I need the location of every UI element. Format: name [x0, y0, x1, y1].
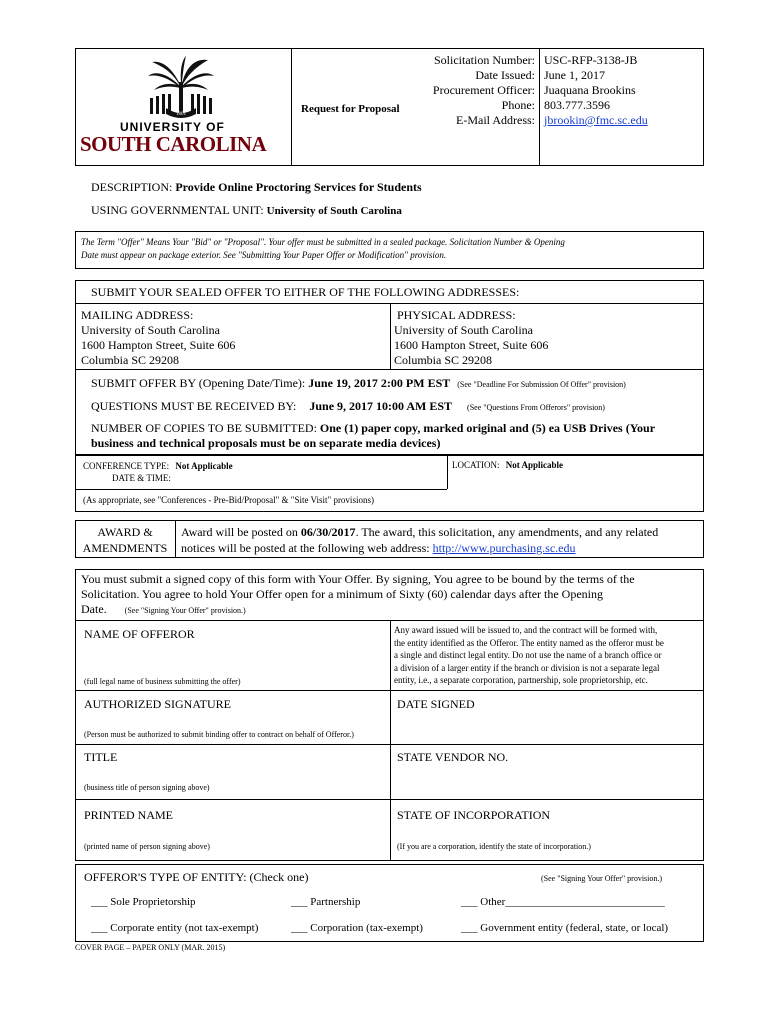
entity-government[interactable]: ___ Government entity (federal, state, or local): [461, 922, 669, 934]
procurement-officer: Juaquana Brookins: [544, 83, 636, 97]
authorized-signature-note: (Person must be authorized to submit binding offer to contract on behalf of Offeror.): [84, 730, 354, 739]
award-entity-note: [394, 624, 664, 687]
conference-divider: [447, 455, 448, 489]
printed-name-field[interactable]: PRINTED NAME: [84, 808, 173, 822]
mailing-line3: Columbia SC 29208: [81, 353, 180, 367]
rfp-title: Request for Proposal: [301, 103, 400, 115]
sign-notice-line3: Date.: [81, 602, 107, 616]
submit-heading: SUBMIT YOUR SEALED OFFER TO EITHER OF THE FOLLOWING ADDRESSES:: [91, 285, 520, 299]
copies-row: [91, 421, 655, 451]
mailing-label: MAILING ADDRESS:: [81, 308, 194, 322]
label-solicitation-number: Solicitation Number:: [434, 53, 535, 67]
usc-logo: [80, 52, 285, 160]
entity-sole-proprietorship[interactable]: ___ Sole Proprietorship: [91, 896, 196, 908]
conference-note: (As appropriate, see "Conferences - Pre-Bid/Proposal" & "Site Visit" provisions): [83, 495, 374, 505]
physical-line3: Columbia SC 29208: [394, 353, 493, 367]
copies-value-2: business and technical proposals must be on separate media devices): [91, 436, 441, 450]
conference-datetime-label: DATE & TIME:: [112, 473, 171, 483]
award-entity-note-5: entity, i.e., a separate corporation, partnership, sole proprietorship, etc.: [394, 675, 648, 685]
offer-notice: [81, 236, 565, 262]
award-text-1a: Award will be posted on: [181, 525, 301, 539]
award-entity-note-2: the entity identified as the Offeror. The entity named as the offeror must be: [394, 637, 664, 648]
mailing-line2: 1600 Hampton Street, Suite 606: [81, 338, 236, 352]
physical-address: [394, 308, 548, 368]
offeror-name-note: (full legal name of business submitting the offer): [84, 677, 241, 686]
label-email: E-Mail Address:: [456, 113, 535, 127]
header-values: [544, 53, 648, 128]
sign-notice-line2: Solicitation. You agree to hold Your Offer open for a minimum of Sixty (60) calendar days after the Opening: [81, 587, 604, 601]
conference-type: [83, 460, 233, 484]
location-value: Not Applicable: [505, 460, 564, 470]
gov-unit-label: USING GOVERNMENTAL UNIT:: [91, 203, 264, 217]
header-divider-2: [539, 48, 540, 166]
mailing-address: [81, 308, 235, 368]
award-text-2: notices will be posted at the following web address:: [181, 541, 433, 555]
location-label: LOCATION:: [452, 460, 500, 470]
award-text-1c: . The award, this solicitation, any amendments, and any related: [355, 525, 659, 539]
label-date-issued: Date Issued:: [475, 68, 535, 82]
address-divider: [390, 303, 391, 370]
logo-south-carolina: SOUTH CAROLINA: [80, 132, 267, 156]
state-incorporation-note: (If you are a corporation, identify the state of incorporation.): [397, 842, 591, 851]
conference-type-label: CONFERENCE TYPE:: [83, 461, 170, 471]
offeror-name-field[interactable]: NAME OF OFFEROR: [84, 627, 195, 641]
entity-corporation-tax-exempt[interactable]: ___ Corporation (tax-exempt): [291, 922, 423, 934]
gov-unit: [91, 203, 402, 218]
award-entity-note-1: Any award issued will be issued to, and the contract will be formed with,: [394, 625, 658, 635]
title-field[interactable]: TITLE: [84, 750, 118, 764]
questions-note: (See "Questions From Offerors" provision): [467, 403, 605, 412]
award-date: 06/30/2017: [300, 525, 356, 539]
svg-text:1801: 1801: [176, 112, 186, 117]
date-issued: June 1, 2017: [544, 68, 605, 82]
questions-row: [91, 399, 605, 414]
entity-partnership[interactable]: ___ Partnership: [291, 896, 361, 908]
rule-after-signature: [75, 744, 704, 745]
email-link[interactable]: jbrookin@fmc.sc.edu: [544, 113, 648, 127]
conference-location: [452, 460, 563, 470]
sign-notice-line1: You must submit a signed copy of this form with Your Offer. By signing, You agree to be bound by the terms of the: [81, 572, 635, 586]
title-note: (business title of person signing above): [84, 783, 210, 792]
state-vendor-field[interactable]: STATE VENDOR NO.: [397, 750, 509, 764]
palmetto-seal-icon: [80, 52, 285, 122]
questions-value: June 9, 2017 10:00 AM EST: [309, 399, 453, 413]
offer-by-value: June 19, 2017 2:00 PM EST: [308, 376, 451, 390]
purchasing-link[interactable]: http://www.purchasing.sc.edu: [432, 541, 576, 555]
physical-label: PHYSICAL ADDRESS:: [397, 308, 516, 322]
entity-other[interactable]: ___ Other_____________________________: [461, 896, 665, 908]
offer-notice-line2: Date must appear on package exterior. See "Submitting Your Paper Offer or Modification" provision.: [81, 250, 447, 260]
solicitation-number: USC-RFP-3138-JB: [544, 53, 638, 67]
entity-corporate[interactable]: ___ Corporate entity (not tax-exempt): [91, 922, 259, 934]
sign-notice: [81, 572, 635, 618]
printed-name-note: (printed name of person signing above): [84, 842, 210, 851]
label-phone: Phone:: [501, 98, 535, 112]
gov-unit-value: University of South Carolina: [266, 205, 402, 217]
physical-line1: University of South Carolina: [394, 323, 533, 337]
offer-by-row: [91, 376, 626, 391]
conference-type-value: Not Applicable: [175, 461, 233, 471]
award-label: [75, 524, 175, 556]
offer-by-label: SUBMIT OFFER BY (Opening Date/Time):: [91, 376, 306, 390]
header-divider-1: [291, 48, 292, 166]
state-incorporation-field[interactable]: STATE OF INCORPORATION: [397, 808, 551, 822]
award-entity-note-4: a division of a larger entity if the branch or division is not a separate legal: [394, 662, 660, 673]
award-entity-note-3: a single and distinct legal entity. Do not use the name of a branch office or: [394, 650, 662, 660]
conference-rule: [75, 489, 447, 490]
award-text: [181, 524, 658, 556]
entity-note: (See "Signing Your Offer" provision.): [541, 874, 663, 883]
logo-university-of: UNIVERSITY OF: [120, 120, 225, 134]
description: [91, 180, 422, 195]
mailing-line1: University of South Carolina: [81, 323, 220, 337]
award-label-2: AMENDMENTS: [82, 541, 168, 555]
description-value: Provide Online Proctoring Services for Students: [175, 180, 422, 194]
questions-label: QUESTIONS MUST BE RECEIVED BY:: [91, 399, 297, 413]
offer-notice-line1: The Term "Offer" Means Your "Bid" or "Proposal". Your offer must be submitted in a sealed package. Solicitation Number & Opening: [81, 237, 565, 247]
copies-label: NUMBER OF COPIES TO BE SUBMITTED:: [91, 421, 317, 435]
award-divider: [175, 520, 176, 558]
date-signed-field[interactable]: DATE SIGNED: [397, 697, 475, 711]
rule-after-name: [75, 690, 704, 691]
physical-line2: 1600 Hampton Street, Suite 606: [394, 338, 549, 352]
label-procurement-officer: Procurement Officer:: [432, 83, 535, 97]
entity-label: OFFEROR'S TYPE OF ENTITY: (Check one): [84, 870, 309, 884]
phone: 803.777.3596: [544, 98, 610, 112]
rule-after-title: [75, 799, 704, 800]
fields-divider: [390, 620, 391, 861]
description-label: DESCRIPTION:: [91, 180, 173, 194]
header-labels: [395, 53, 535, 128]
award-label-1: AWARD &: [97, 525, 153, 539]
authorized-signature-field[interactable]: AUTHORIZED SIGNATURE: [84, 697, 231, 711]
sign-notice-note: (See "Signing Your Offer" provision.): [124, 606, 246, 615]
copies-value-1: One (1) paper copy, marked original and (5) ea USB Drives (Your: [319, 421, 656, 435]
footer: COVER PAGE – PAPER ONLY (MAR. 2015): [75, 943, 226, 952]
offer-by-note: (See "Deadline For Submission Of Offer" provision): [457, 380, 626, 389]
